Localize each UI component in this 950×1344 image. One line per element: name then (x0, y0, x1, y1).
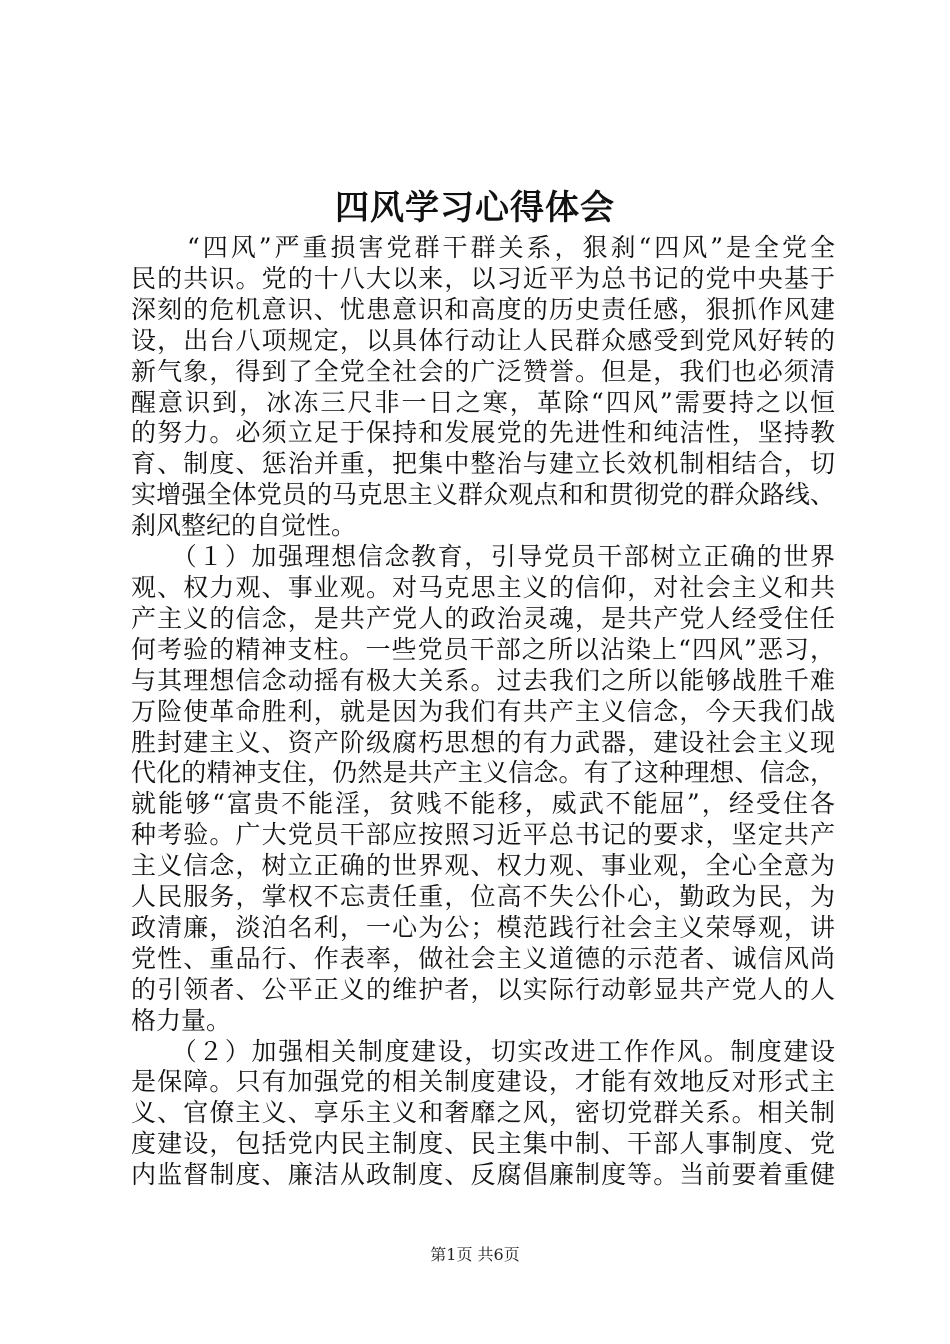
text-line: 代化的精神支住，仍然是共产主义信念。有了这种理想、信念， (131, 758, 835, 788)
text-line: 观、权力观、事业观。对马克思主义的信仰，对社会主义和共 (131, 572, 835, 602)
text-line: 就能够“富贵不能淫，贫贱不能移，威武不能屈”，经受住各 (131, 789, 835, 819)
text-line: 义、官僚主义、享乐主义和奢靡之风，密切党群关系。相关制 (131, 1098, 835, 1128)
text-line: 党性、重品行、作表率，做社会主义道德的示范者、诚信风尚 (131, 943, 835, 973)
text-line: “四风”严重损害党群干群关系，狠刹“四风”是全党全 (131, 233, 835, 262)
document-title: 四风学习心得体会 (335, 188, 615, 228)
text-line: 深刻的危机意识、忧患意识和高度的历史责任感，狠抓作风建 (131, 294, 835, 324)
text-line: 产主义的信念，是共产党人的政治灵魂，是共产党人经受住任 (131, 603, 835, 633)
text-line: 内监督制度、廉洁从政制度、反腐倡廉制度等。当前要着重健 (131, 1160, 835, 1190)
text-line: 的引领者、公平正义的维护者，以实际行动彰显共产党人的人 (131, 974, 835, 1004)
page-footer: 第1页 共6页 (430, 1245, 520, 1264)
text-line: 新气象，得到了全党全社会的广泛赞誉。但是，我们也必须清 (131, 356, 835, 386)
text-line: 的努力。必须立足于保持和发展党的先进性和纯洁性，坚持教 (131, 418, 835, 448)
text-line: 是保障。只有加强党的相关制度建设，才能有效地反对形式主 (131, 1067, 835, 1097)
text-line: 度建设，包括党内民主制度、民主集中制、干部人事制度、党 (131, 1129, 835, 1159)
text-line: 何考验的精神支柱。一些党员干部之所以沾染上“四风”恶习， (131, 634, 835, 664)
text-line: 政清廉，淡泊名利，一心为公；模范践行社会主义荣辱观，讲 (131, 912, 835, 942)
text-line: 胜封建主义、资产阶级腐朽思想的有力武器，建设社会主义现 (131, 727, 835, 757)
text-line: 实增强全体党员的马克思主义群众观点和和贯彻党的群众路线、 (131, 480, 835, 510)
text-line: 人民服务，掌权不忘责任重，位高不失公仆心，勤政为民，为 (131, 882, 835, 912)
text-line: 种考验。广大党员干部应按照习近平总书记的要求，坚定共产 (131, 820, 835, 850)
text-line: 设，出台八项规定，以具体行动让人民群众感受到党风好转的 (131, 325, 835, 355)
text-line: 与其理想信念动摇有极大关系。过去我们之所以能够战胜千难 (131, 665, 835, 695)
text-line: 民的共识。党的十八大以来，以习近平为总书记的党中央基于 (131, 263, 835, 293)
text-line: 育、制度、惩治并重，把集中整治与建立长效机制相结合，切 (131, 449, 835, 479)
document-body (131, 233, 835, 1191)
text-line: 万险使革命胜利，就是因为我们有共产主义信念，今天我们战 (131, 696, 835, 726)
text-line: 主义信念，树立正确的世界观、权力观、事业观，全心全意为 (131, 851, 835, 881)
text-line: （１）加强理想信念教育，引导党员干部树立正确的世界 (131, 542, 835, 572)
text-line: 醒意识到，冰冻三尺非一日之寒，革除“四风”需要持之以恒 (131, 387, 835, 417)
text-line: 格力量。 (131, 1005, 232, 1035)
text-line: （２）加强相关制度建设，切实改进工作作风。制度建设 (131, 1036, 835, 1066)
text-line: 刹风整纪的自觉性。 (131, 511, 357, 541)
